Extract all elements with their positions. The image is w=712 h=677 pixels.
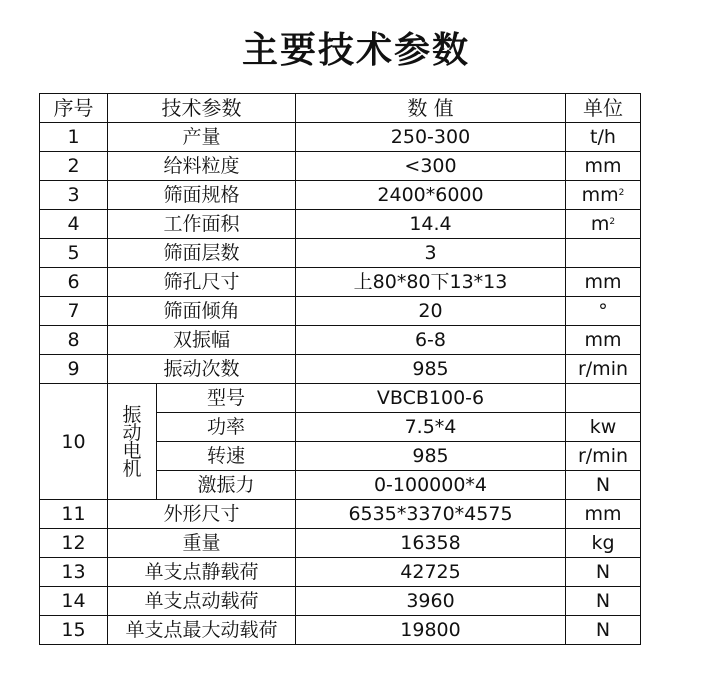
unit-superscript: 2: [618, 188, 625, 198]
row-unit: [566, 384, 641, 413]
header-value: 数 值: [296, 94, 566, 123]
table-header-row: [40, 94, 641, 123]
table-row: [40, 181, 641, 210]
row-value: 上80*80下13*13: [296, 268, 566, 297]
row-value: 985: [296, 442, 566, 471]
row-param: 激振力: [157, 471, 296, 500]
row-unit: N: [566, 587, 641, 616]
row-no: 12: [40, 529, 108, 558]
row-param: 单支点最大动载荷: [108, 616, 296, 645]
table-row: [40, 239, 641, 268]
row-param: 筛面规格: [108, 181, 296, 210]
row-unit: r/min: [566, 355, 641, 384]
page-title: 主要技术参数: [241, 29, 470, 71]
table-row: [40, 268, 641, 297]
row-value: <300: [296, 152, 566, 181]
row-unit: [566, 181, 641, 210]
row-unit: N: [566, 471, 641, 500]
table-row: [40, 297, 641, 326]
row-no: 2: [40, 152, 108, 181]
row-unit: °: [566, 297, 641, 326]
row-param: 双振幅: [108, 326, 296, 355]
row-value: 42725: [296, 558, 566, 587]
row-value: 14.4: [296, 210, 566, 239]
row-unit: mm: [566, 152, 641, 181]
table-row: [40, 123, 641, 152]
row-param: 转速: [157, 442, 296, 471]
table-row: [40, 326, 641, 355]
row-param: 筛孔尺寸: [108, 268, 296, 297]
row-value: 20: [296, 297, 566, 326]
row-param: 型号: [157, 384, 296, 413]
row-value: 7.5*4: [296, 413, 566, 442]
row-param: 单支点静载荷: [108, 558, 296, 587]
row-value: 19800: [296, 616, 566, 645]
row-no: 10: [40, 384, 108, 500]
table-row: [40, 384, 641, 413]
row-no: 14: [40, 587, 108, 616]
unit-text: mm: [581, 184, 619, 206]
row-unit: mm: [566, 326, 641, 355]
header-param: 技术参数: [108, 94, 296, 123]
motor-group-label: [108, 384, 157, 500]
table-row: [40, 500, 641, 529]
row-param: 功率: [157, 413, 296, 442]
row-no: 13: [40, 558, 108, 587]
table-row: [40, 355, 641, 384]
row-unit: [566, 239, 641, 268]
row-param: 重量: [108, 529, 296, 558]
row-param: 工作面积: [108, 210, 296, 239]
header-no: 序号: [40, 94, 108, 123]
row-no: 11: [40, 500, 108, 529]
table-row: [40, 587, 641, 616]
row-value: 6535*3370*4575: [296, 500, 566, 529]
row-unit: t/h: [566, 123, 641, 152]
row-param: 筛面层数: [108, 239, 296, 268]
header-unit: 单位: [566, 94, 641, 123]
row-no: 6: [40, 268, 108, 297]
table-row: [40, 616, 641, 645]
row-value: 6-8: [296, 326, 566, 355]
row-no: 1: [40, 123, 108, 152]
row-no: 9: [40, 355, 108, 384]
table-row: [40, 210, 641, 239]
row-param: 外形尺寸: [108, 500, 296, 529]
row-no: 8: [40, 326, 108, 355]
spec-table: [39, 93, 641, 645]
row-param: 给料粒度: [108, 152, 296, 181]
row-unit: mm: [566, 500, 641, 529]
row-unit: [566, 210, 641, 239]
row-value: 3: [296, 239, 566, 268]
row-unit: mm: [566, 268, 641, 297]
row-value: 250-300: [296, 123, 566, 152]
row-value: 0-100000*4: [296, 471, 566, 500]
motor-group-label-text: 振 动 电 机: [122, 403, 142, 480]
row-unit: N: [566, 558, 641, 587]
row-value: 3960: [296, 587, 566, 616]
row-unit: r/min: [566, 442, 641, 471]
table-row: [40, 558, 641, 587]
row-no: 5: [40, 239, 108, 268]
row-unit: N: [566, 616, 641, 645]
row-unit: kg: [566, 529, 641, 558]
row-param: 振动次数: [108, 355, 296, 384]
table-row: [40, 152, 641, 181]
row-no: 3: [40, 181, 108, 210]
row-unit: kw: [566, 413, 641, 442]
row-param: 筛面倾角: [108, 297, 296, 326]
row-no: 4: [40, 210, 108, 239]
row-value: 985: [296, 355, 566, 384]
row-param: 单支点动载荷: [108, 587, 296, 616]
row-param: 产量: [108, 123, 296, 152]
unit-superscript: 2: [609, 217, 616, 227]
row-no: 15: [40, 616, 108, 645]
unit-text: m: [590, 213, 610, 235]
row-value: VBCB100-6: [296, 384, 566, 413]
row-value: 2400*6000: [296, 181, 566, 210]
row-value: 16358: [296, 529, 566, 558]
row-no: 7: [40, 297, 108, 326]
table-row: [40, 529, 641, 558]
